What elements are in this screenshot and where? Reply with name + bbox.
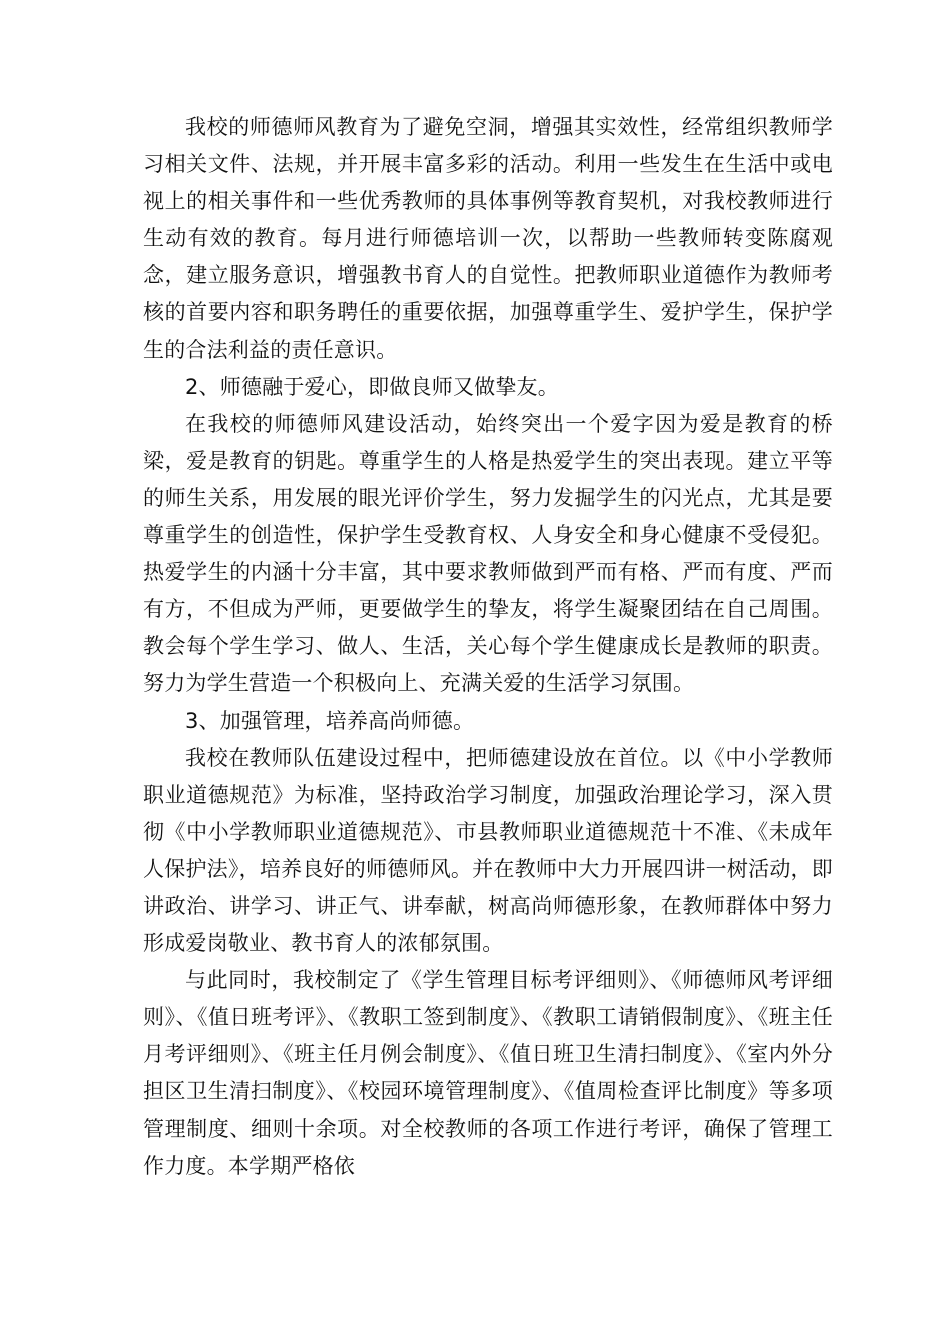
paragraph-teacher-ethics-education: 我校的师德师风教育为了避免空洞，增强其实效性，经常组织教师学习相关文件、法规，并开展丰富多彩的活动。利用一些发生在生活中或电视上的相关事件和一些优秀教师的具体事例等教育契机，对我校教师进行生动有效的教育。每月进行师德培训一次，以帮助一些教师转变陈腐观念，建立服务意识，增强教书育人的自觉性。把教师职业道德作为教师考核的首要内容和职务聘任的重要依据，加强尊重学生、爱护学生，保护学生的合法利益的责任意识。: [143, 115, 833, 362]
section-heading-ethics-and-love: 2、师德融于爱心，即做良师又做挚友。: [185, 374, 559, 399]
paragraph-love-in-education: 在我校的师德师风建设活动，始终突出一个爱字因为爱是教育的桥梁，爱是教育的钥匙。尊重学生的人格是热爱学生的突出表现。建立平等的师生关系，用发展的眼光评价学生，努力发掘学生的闪光点，尤其是要尊重学生的创造性，保护学生受教育权、人身安全和身心健康不受侵犯。热爱学生的内涵十分丰富，其中要求教师做到严而有格、严而有度、严而有方，不但成为严师，更要做学生的挚友，将学生凝聚团结在自己周围。教会每个学生学习、做人、生活，关心每个学生健康成长是教师的职责。努力为学生营造一个积极向上、充满关爱的生活学习氛围。: [143, 411, 833, 696]
section-heading-management: 3、加强管理，培养高尚师德。: [185, 708, 475, 733]
paragraph-teacher-team-building: 我校在教师队伍建设过程中，把师德建设放在首位。以《中小学教师职业道德规范》为标准，坚持政治学习制度，加强政治理论学习，深入贯彻《中小学教师职业道德规范》、市县教师职业道德规范十不准、《未成年人保护法》，培养良好的师德师风。并在教师中大力开展四讲一树活动，即讲政治、讲学习、讲正气、讲奉献，树高尚师德形象，在教师群体中努力形成爱岗敬业、教书育人的浓郁氛围。: [143, 745, 833, 956]
document-body: [143, 109, 833, 1185]
paragraph-management-rules: 与此同时，我校制定了《学生管理目标考评细则》、《师德师风考评细则》、《值日班考评》、《教职工签到制度》、《教职工请销假制度》、《班主任月考评细则》、《班主任月例会制度》、《值日班卫生清扫制度》、《室内外分担区卫生清扫制度》、《校园环境管理制度》、《值周检查评比制度》等多项管理制度、细则十余项。对全校教师的各项工作进行考评，确保了管理工作力度。本学期严格依: [143, 968, 833, 1178]
